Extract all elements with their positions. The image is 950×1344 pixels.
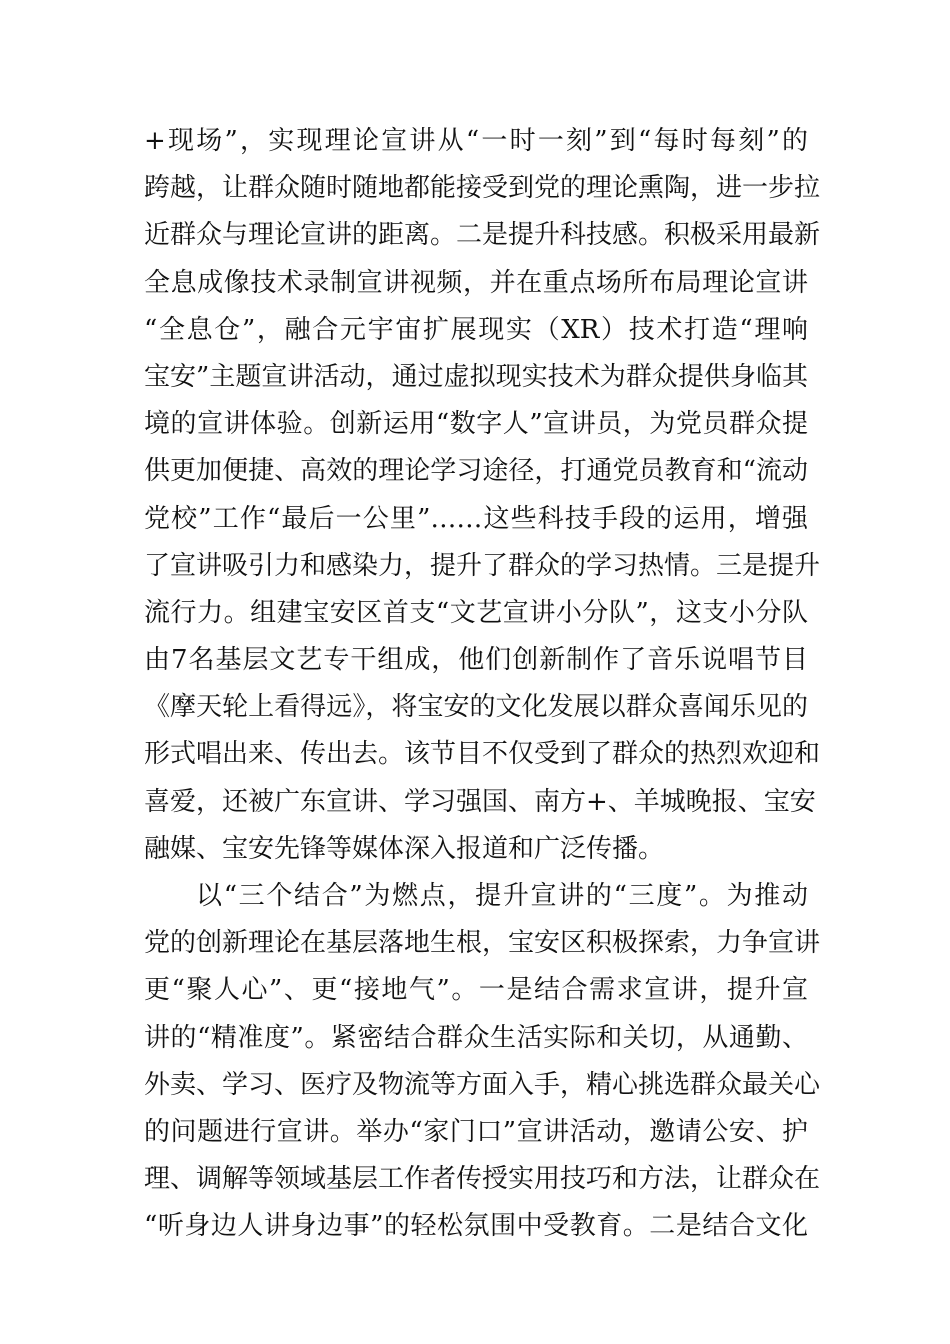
text-line: 外卖、学习、医疗及物流等方面入手，精心挑选群众最关心 bbox=[144, 1069, 821, 1100]
text-line: 宝安”主题宣讲活动，通过虚拟现实技术为群众提供身临其 bbox=[144, 361, 808, 392]
paragraph-2 bbox=[144, 873, 821, 1251]
text-line: 以“三个结合”为燃点，提升宣讲的“三度”。为推动 bbox=[196, 881, 808, 911]
text-line: 供更加便捷、高效的理论学习途径，打通党员教育和“流动 bbox=[144, 456, 808, 487]
text-line: 形式唱出来、传出去。该节目不仅受到了群众的热烈欢迎和 bbox=[144, 739, 821, 770]
text-line: 境的宣讲体验。创新运用“数字人”宣讲员，为党员群众提 bbox=[144, 409, 808, 440]
text-line: 跨越，让群众随时随地都能接受到党的理论熏陶，进一步拉 bbox=[144, 173, 821, 204]
paragraph-1 bbox=[144, 118, 821, 873]
text-line: 了宣讲吸引力和感染力，提升了群众的学习热情。三是提升 bbox=[144, 550, 821, 581]
text-line: 喜爱，还被广东宣讲、学习强国、南方+、羊城晚报、宝安 bbox=[144, 786, 816, 817]
text-line: 流行力。组建宝安区首支“文艺宣讲小分队”，这支小分队 bbox=[144, 597, 808, 628]
text-line: “听身边人讲身边事”的轻松氛围中受教育。二是结合文化 bbox=[144, 1211, 808, 1242]
text-line: 的问题进行宣讲。举办“家门口”宣讲活动，邀请公安、护 bbox=[144, 1116, 808, 1147]
text-line: 近群众与理论宣讲的距离。二是提升科技感。积极采用最新 bbox=[144, 220, 821, 251]
text-line: 党校”工作“最后一公里”……这些科技手段的运用，增强 bbox=[144, 503, 808, 534]
text-line: +现场”，实现理论宣讲从“一时一刻”到“每时每刻”的 bbox=[144, 126, 808, 156]
text-line: 更“聚人心”、更“接地气”。一是结合需求宣讲，提升宣 bbox=[144, 975, 808, 1006]
text-line: “全息仓”，融合元宇宙扩展现实（XR）技术打造“理响 bbox=[144, 314, 808, 345]
text-line: 理、调解等领域基层工作者传授实用技巧和方法，让群众在 bbox=[144, 1164, 821, 1195]
text-line: 讲的“精准度”。紧密结合群众生活实际和关切，从通勤、 bbox=[144, 1022, 808, 1053]
body-text bbox=[144, 118, 821, 1251]
text-line: 全息成像技术录制宣讲视频，并在重点场所布局理论宣讲 bbox=[144, 267, 808, 298]
text-line: 《摩天轮上看得远》，将宝安的文化发展以群众喜闻乐见的 bbox=[144, 692, 808, 723]
text-line: 由7名基层文艺专干组成，他们创新制作了音乐说唱节目 bbox=[144, 645, 808, 676]
text-line: 融媒、宝安先锋等媒体深入报道和广泛传播。 bbox=[144, 833, 665, 864]
text-line: 党的创新理论在基层落地生根，宝安区积极探索，力争宣讲 bbox=[144, 928, 821, 959]
